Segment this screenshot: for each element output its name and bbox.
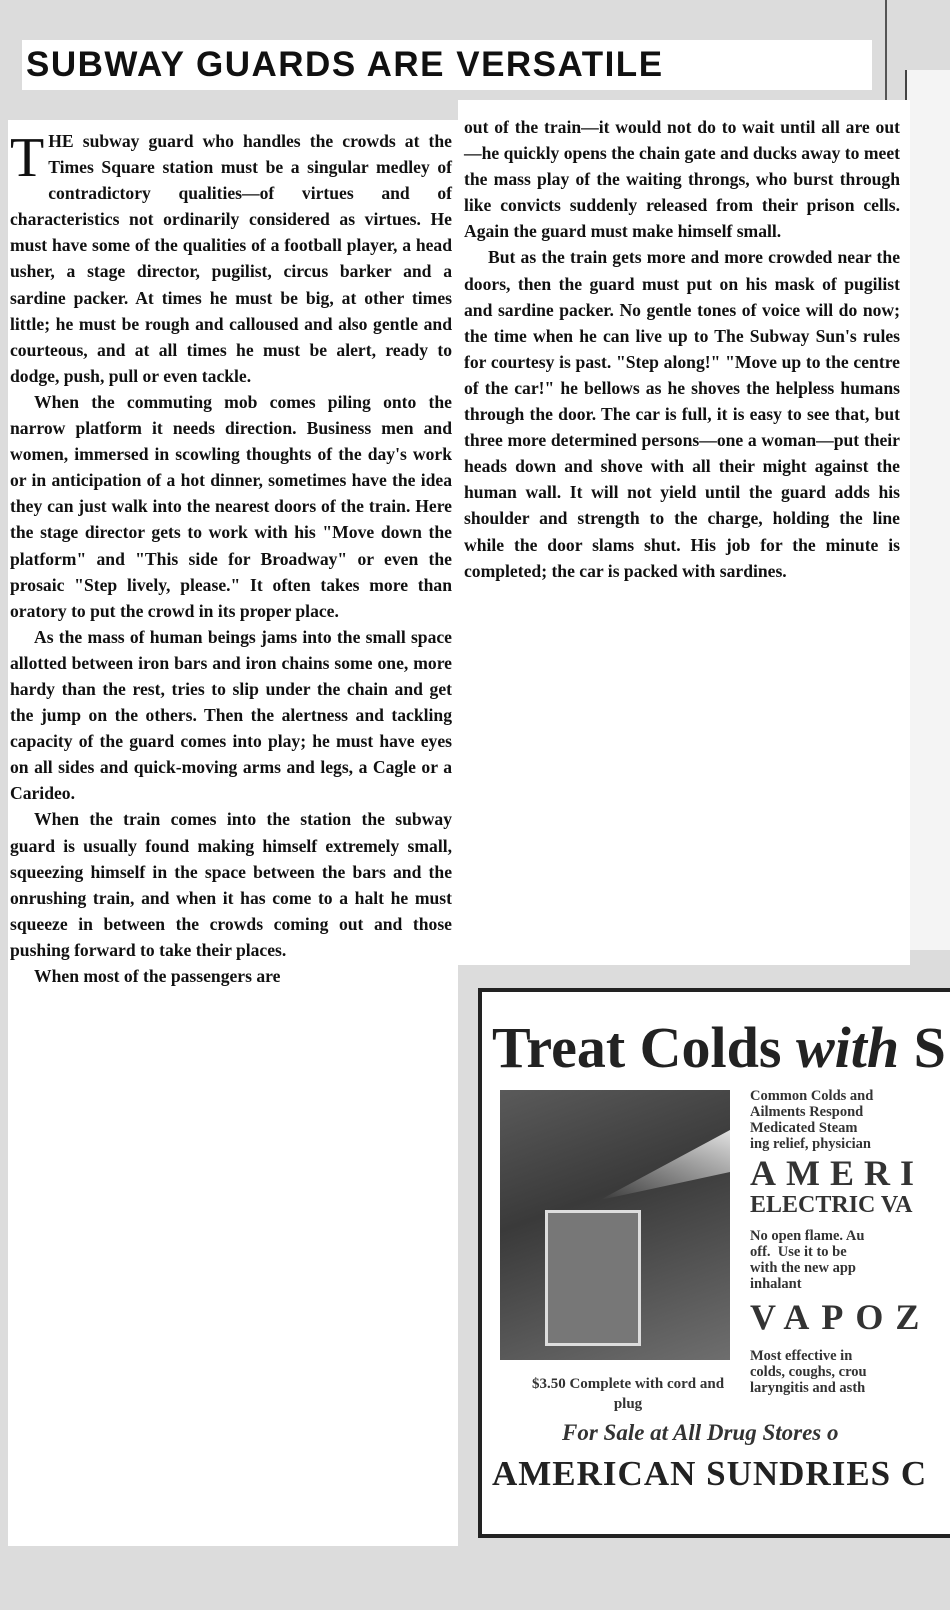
ad-uses-text: Most effective in colds, coughs, crou laryngitis and asth (750, 1348, 867, 1396)
article-headline: SUBWAY GUARDS ARE VERSATILE (22, 40, 872, 90)
article-paragraph-4: When the train comes into the station the subway guard is usually found making himself extremely small, squeezing himself in the space between the bars and the onrushing train, and when it has come to a halt he must squeeze in between the crowds coming out and those pushing forward to take their places. (10, 809, 452, 960)
vaporizer-graphic (545, 1210, 641, 1346)
drop-cap: T (10, 127, 45, 189)
ad-headline-part-2: with (795, 1015, 900, 1080)
article-paragraph-1: HE subway guard who handles the crowds at the Times Square station must be a singular medley of contradictory qualities—of virtues and of characteristics not ordinarily considered as virtues. He must have some of the qualities of a football player, a head usher, a stage director, pugilist, circus barker and a sardine packer. At times he must be big, at other times little; he must be rough and calloused and also gentle and courteous, and at all times he must be alert, ready to dodge, push, pull or even tackle. (10, 131, 452, 386)
article-paragraph-5: When most of the passengers are (34, 966, 281, 986)
ad-headline-part-1: Treat Colds (492, 1015, 796, 1080)
advertisement (478, 988, 950, 1538)
right-edge-fragment (905, 70, 950, 950)
ad-headline (492, 1014, 946, 1081)
article-paragraph-7: But as the train gets more and more crowded near the doors, then the guard must put on his mask of pugilist and sardine packer. No gentle tones of voice will do now; the time when he can live up to The Subway Sun's rules for courtesy is past. "Step along!" "Move up to the centre of the car!" he bellows as he shoves the helpless humans through the door. The car is full, it is easy to see that, but three more determined persons—one a woman—put their heads down and shove with all their might against the human wall. It will not yield until the guard adds his shoulder and strength to the charge, holding the line while the door slams shut. His job for the minute is completed; the car is packed with sardines. (464, 247, 900, 581)
ad-brand-name: AMERI (750, 1153, 924, 1193)
ad-company-name: AMERICAN SUNDRIES C (492, 1454, 928, 1493)
ad-body-text: No open flame. Au off. Use it to be with the new app inhalant (750, 1228, 865, 1292)
ad-product-name: VAPOZ (750, 1297, 932, 1337)
steam-spray-graphic (600, 1130, 730, 1200)
vaporizer-illustration (500, 1090, 730, 1360)
ad-price-caption: $3.50 Complete with cord and plug (531, 1376, 725, 1412)
article-paragraph-3: As the mass of human beings jams into the small space allotted between iron bars and iron chains some one, more hardy than the rest, tries to slip under the chain and get the jump on the others. Then the alertness and tackling capacity of the guard comes into play; he must have eyes on all sides and quick-moving arms and legs, a Cagle or a Carideo. (10, 626, 452, 804)
article-paragraph-6: out of the train—it would not do to wait until all are out—he quickly opens the chain gate and ducks away to meet the mass play of the waiting throngs, who burst through like convicts suddenly released from their prison cells. Again the guard must make himself small. (464, 117, 900, 242)
ad-brand-subtitle: ELECTRIC VA (750, 1192, 913, 1218)
article-column-1 (8, 120, 458, 1546)
ad-headline-part-3: S (899, 1015, 946, 1080)
ad-for-sale-line: For Sale at All Drug Stores o (562, 1420, 839, 1445)
article-column-2 (458, 100, 910, 965)
ad-intro-text: Common Colds and Ailments Respond Medicated Steam ing relief, physician (750, 1088, 874, 1152)
article-paragraph-2: When the commuting mob comes piling onto the narrow platform it needs direction. Business men and women, immersed in scowling thoughts of the day's work or in anticipation of a hot dinner, sometimes have the idea they can just walk into the nearest doors of the train. Here the stage director gets to work with his "Move down the platform" and "This side for Broadway" or even the prosaic "Step lively, please." It often takes more than oratory to put the crowd in its proper place. (10, 391, 452, 621)
